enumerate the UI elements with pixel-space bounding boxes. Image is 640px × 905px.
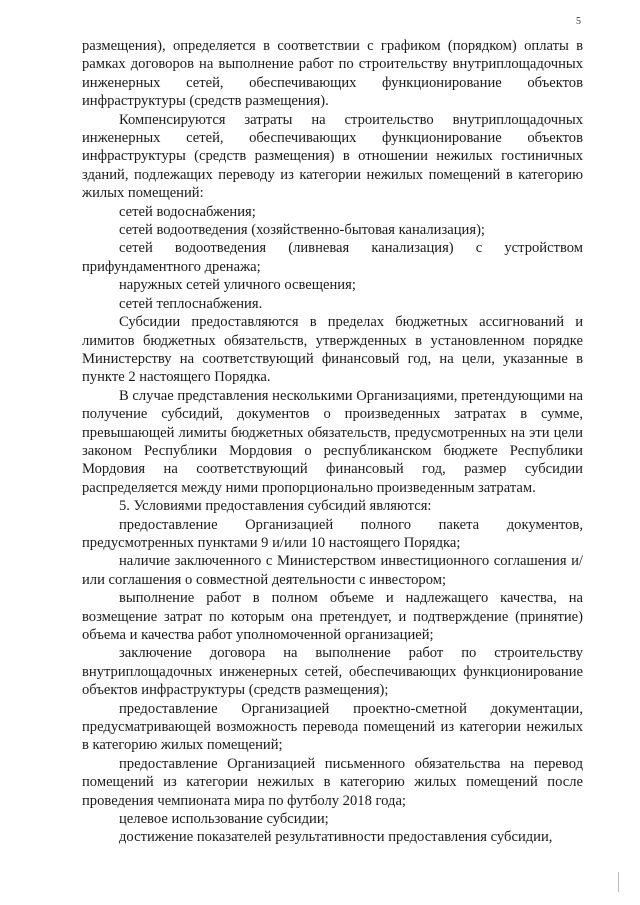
condition-construction-contract: заключение договора на выполнение работ по строительству внутриплощадочных инженерных сетей, обеспечивающих функционирование объектов инфраструктуры (средств размещения); bbox=[82, 645, 583, 699]
condition-conversion-obligation: предоставление Организацией письменного обязательства на перевод помещений из категории нежилых в категорию жилых помещений после проведения чемпионата мира по футболу 2018 года; bbox=[82, 755, 583, 809]
section-5-heading: 5. Условиями предоставления субсидий являются: bbox=[119, 498, 432, 515]
condition-performance-indicators: достижение показателей результативности предоставления субсидии, bbox=[119, 829, 553, 846]
paragraph-compensated-costs: Компенсируются затраты на строительство внутриплощадочных инженерных сетей, обеспечивающих функционирование объектов инфраструктуры (средств размещения) в отношении нежилых гостиничных зданий, подлежащих переводу из категории нежилых помещений в категорию жилых помещений: bbox=[82, 111, 583, 202]
condition-design-documentation: предоставление Организацией проектно-сметной документации, предусматривающей возможность перевода помещений из категории нежилых в категорию жилых помещений; bbox=[82, 700, 583, 754]
list-item-water-supply: сетей водоснабжения; bbox=[119, 203, 256, 220]
scan-margin-mark bbox=[618, 872, 619, 892]
list-item-heat-supply: сетей теплоснабжения. bbox=[119, 295, 263, 312]
list-item-street-lighting: наружных сетей уличного освещения; bbox=[119, 277, 356, 294]
paragraph-budget-limits: Субсидии предоставляются в пределах бюджетных ассигнований и лимитов бюджетных обязательств, утвержденных в установленном порядке Министерству на соответствующий финансовый год, на цели, указанные в пункте 2 настоящего Порядка. bbox=[82, 314, 583, 386]
list-item-sewerage: сетей водоотведения (хозяйственно-бытовая канализация); bbox=[119, 222, 485, 239]
list-item-storm-drainage: сетей водоотведения (ливневая канализация) с устройством прифундаментного дренажа; bbox=[82, 240, 583, 275]
condition-work-completion: выполнение работ в полном объеме и надлежащего качества, на возмещение затрат по которым она претендует, и подтверждение (принятие) объема и качества работ уполномоченной организацией; bbox=[82, 590, 583, 643]
paragraph-proportional-distribution: В случае представления несколькими Организациями, претендующими на получение субсидий, документов о произведенных затратах в сумме, превышающей лимиты бюджетных обязательств, предусмотренных на эти цели законом Республики Мордовия о республиканском бюджете Республики Мордовия на соответствующий финансовый год, размер субсидии распределяется между ними пропорционально произведенным затратам. bbox=[82, 387, 583, 496]
condition-investment-agreement: наличие заключенного с Министерством инвестиционного соглашения и/или соглашения о совместной деятельности с инвестором; bbox=[82, 553, 583, 588]
paragraph-continuation: размещения), определяется в соответствии с графиком (порядком) оплаты в рамках договоров на выполнение работ по строительству внутриплощадочных инженерных сетей, обеспечивающих функционирование объектов инфраструктуры (средств размещения). bbox=[82, 38, 583, 110]
document-body bbox=[82, 37, 583, 847]
condition-document-package: предоставление Организацией полного пакета документов, предусмотренных пунктами 9 и/или 10 настоящего Порядка; bbox=[82, 516, 583, 551]
page-number: 5 bbox=[576, 16, 581, 27]
condition-targeted-use: целевое использование субсидии; bbox=[119, 811, 329, 828]
